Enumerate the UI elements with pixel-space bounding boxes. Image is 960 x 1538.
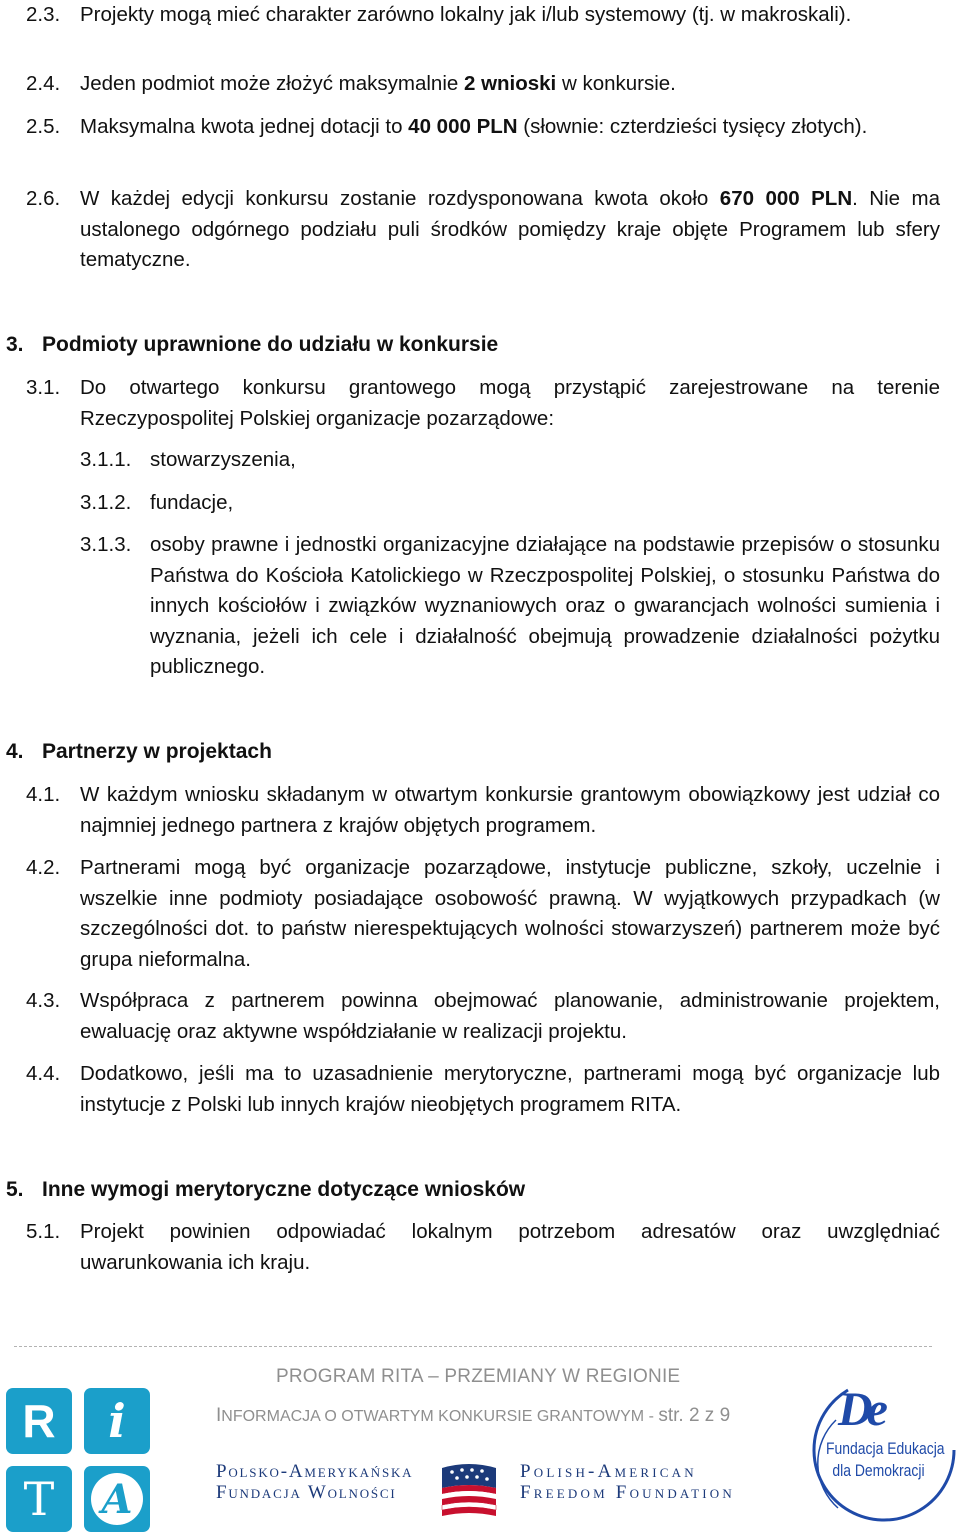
footer-info-line bbox=[216, 1405, 730, 1427]
fed-name bbox=[826, 1438, 945, 1482]
rita-logo bbox=[6, 1388, 152, 1534]
item-number: 3.1.3. bbox=[80, 533, 132, 556]
text-part: W każdej edycji konkursu zostanie rozdysponowana kwota około bbox=[80, 187, 720, 210]
item-text: Dodatkowo, jeśli ma to uzasadnienie merytoryczne, partnerami mogą być organizacje lub instytucje z Polski lub innych krajów nieobjętych programem RITA. bbox=[80, 1062, 940, 1116]
item-text bbox=[80, 184, 940, 276]
fed-line: dla Demokracji bbox=[832, 1461, 925, 1480]
flag-emblem-icon bbox=[436, 1458, 502, 1520]
item-text: Do otwartego konkursu grantowego mogą przystąpić zarejestrowane na terenie Rzeczypospolitej Polskiej organizacje pozarządowe: bbox=[80, 376, 940, 430]
footer-page-number: str. 2 z 9 bbox=[658, 1405, 731, 1426]
heading-number: 5. bbox=[6, 1178, 24, 1201]
paf-line: Polsko-Amerykańska bbox=[216, 1461, 414, 1482]
item-number: 2.3. bbox=[26, 3, 61, 26]
text-bold: 2 wnioski bbox=[463, 72, 557, 95]
item-number: 5.1. bbox=[26, 1220, 61, 1243]
item-number: 4.3. bbox=[26, 989, 61, 1012]
rita-tile-a bbox=[84, 1466, 150, 1532]
rita-tile-i bbox=[84, 1388, 150, 1454]
section-heading-4 bbox=[6, 737, 272, 767]
heading-number: 3. bbox=[6, 333, 24, 356]
text-part: Maksymalna kwota jednej dotacji to bbox=[80, 115, 409, 138]
paf-name-english bbox=[520, 1461, 735, 1503]
heading-text: Partnerzy w projektach bbox=[42, 740, 272, 763]
item-number: 2.5. bbox=[26, 115, 61, 138]
rita-letter: A bbox=[101, 1475, 133, 1523]
heading-text: Podmioty uprawnione do udziału w konkursie bbox=[42, 333, 499, 356]
item-text: Współpraca z partnerem powinna obejmować planowanie, administrowanie projektem, ewaluację oraz aktywne współdziałanie w realizacji projektu. bbox=[80, 989, 940, 1043]
item-text: osoby prawne i jednostki organizacyjne działające na podstawie przepisów o stosunku Państwa do Kościoła Katolickiego w Rzeczpospolitej Polskiej, o stosunku Państwa do innych kościołów i związków wyznaniowych oraz o gwarancjach wolności sumienia i wyznania, jeżeli ich cele i działalność obejmują prowadzenie działalności pożytku publicznego. bbox=[150, 533, 940, 678]
rita-letter: R bbox=[22, 1395, 56, 1447]
footer-initial: I bbox=[216, 1405, 222, 1426]
rita-letter: T bbox=[23, 1472, 55, 1526]
fed-line: Fundacja Edukacja bbox=[826, 1439, 945, 1458]
text-part: . Nie ma ustalonego odgórnego podziału puli środków pomiędzy kraje objęte Programem lub sfery tematyczne. bbox=[80, 187, 940, 271]
paf-line: Freedom Foundation bbox=[520, 1482, 735, 1503]
paf-line: Polish-American bbox=[520, 1461, 697, 1482]
rita-letter: i bbox=[108, 1394, 126, 1448]
footer-program-title: PROGRAM RITA – PRZEMIANY W REGIONIE bbox=[276, 1366, 681, 1387]
item-number: 4.1. bbox=[26, 783, 61, 806]
item-text: W każdym wniosku składanym w otwartym konkursie grantowym obowiązkowy jest udział co najmniej jednego partnera z krajów objętych programem. bbox=[80, 783, 940, 837]
item-text: Partnerami mogą być organizacje pozarządowe, instytucje publiczne, szkoły, uczelnie i wszelkie inne podmioty posiadające osobowość prawną. W wyjątkowych przypadkach (w szczególności dot. to państw nierespektujących wolności stowarzyszeń) partnerem może być grupa nieformalna. bbox=[80, 856, 940, 971]
paf-line: Fundacja Wolności bbox=[216, 1482, 397, 1503]
item-number: 2.4. bbox=[26, 72, 61, 95]
item-text: stowarzyszenia, bbox=[150, 448, 296, 471]
item-text: fundacje, bbox=[150, 491, 234, 514]
item-text: Projekty mogą mieć charakter zarówno lokalny jak i/lub systemowy (tj. w makroskali). bbox=[80, 3, 852, 26]
item-number: 4.4. bbox=[26, 1062, 61, 1085]
heading-text: Inne wymogi merytoryczne dotyczące wniosków bbox=[42, 1178, 526, 1201]
text-bold: 670 000 PLN bbox=[719, 187, 853, 210]
rita-tile-r bbox=[6, 1388, 72, 1454]
item-number: 4.2. bbox=[26, 856, 61, 879]
fed-logo bbox=[808, 1380, 958, 1532]
item-text bbox=[80, 112, 940, 143]
item-text bbox=[80, 69, 940, 100]
text-part: w konkursie. bbox=[556, 72, 676, 95]
item-number: 2.6. bbox=[26, 187, 61, 210]
footer-divider bbox=[14, 1346, 932, 1347]
heading-number: 4. bbox=[6, 740, 24, 763]
text-bold: 40 000 PLN bbox=[408, 115, 518, 138]
item-number: 3.1.1. bbox=[80, 448, 132, 471]
section-heading-5 bbox=[6, 1175, 525, 1205]
item-text: Projekt powinien odpowiadać lokalnym potrzebom adresatów oraz uwzględniać uwarunkowania ich kraju. bbox=[80, 1220, 940, 1274]
item-number: 3.1.2. bbox=[80, 491, 132, 514]
section-heading-3 bbox=[6, 330, 498, 360]
footer-info-text: NFORMACJA O OTWARTYM KONKURSIE GRANTOWYM - bbox=[221, 1408, 659, 1425]
item-number: 3.1. bbox=[26, 376, 61, 399]
paf-name-polish bbox=[216, 1461, 413, 1503]
fed-monogram: De bbox=[838, 1383, 882, 1436]
text-part: (słownie: czterdzieści tysięcy złotych). bbox=[517, 115, 868, 138]
text-part: Jeden podmiot może złożyć maksymalnie bbox=[80, 72, 464, 95]
rita-tile-t bbox=[6, 1466, 72, 1532]
